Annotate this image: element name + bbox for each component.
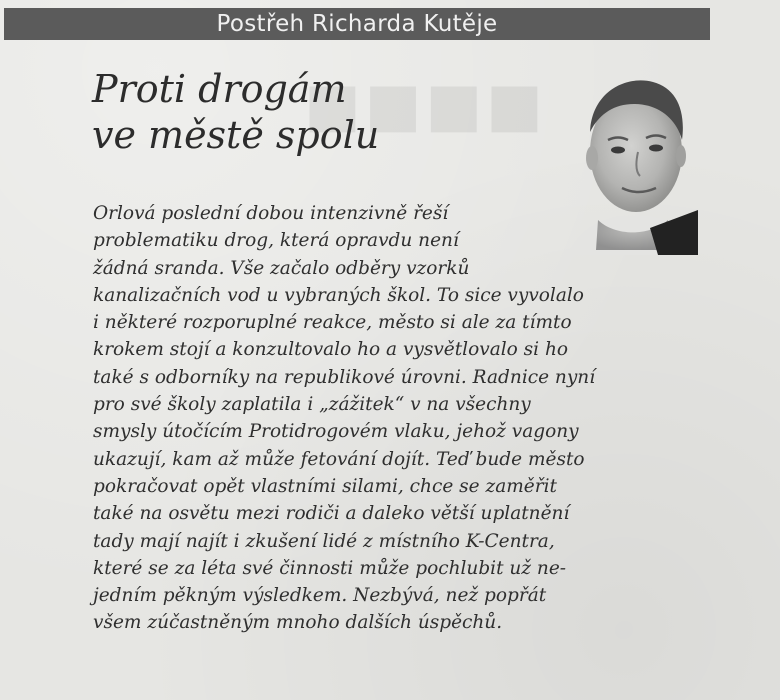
article-line: krokem stojí a konzultovalo ho a vysvětlovalo si ho [93, 339, 569, 361]
article-line: jedním pěkným výsledkem. Nezbývá, než popřát [93, 585, 547, 607]
article-body [93, 200, 713, 637]
headline-line: ve městě spolu [92, 113, 380, 157]
article-line: také s odborníky na republikové úrovni. Radnice nyní [93, 366, 596, 388]
article-line: Orlová poslední dobou intenzivně řeší [93, 203, 449, 224]
article-line: všem zúčastněným mnoho dalších úspěchů. [93, 612, 503, 634]
article-line: ukazují, kam až může fetování dojít. Teď bude město [93, 448, 585, 470]
headline-line: Proti drogám [92, 67, 347, 111]
article-line: i některé rozporuplné reakce, město si ale za tímto [93, 312, 572, 334]
article-line: žádná sranda. Vše začalo odběry vzorků [93, 257, 470, 279]
article-line: problematiku drog, která opravdu není [93, 230, 459, 252]
article-line: které se za léta své činnosti může pochlubit už ne- [93, 557, 567, 579]
article-line: kanalizačních vod u vybraných škol. To sice vyvolalo [93, 284, 584, 306]
article-headline [92, 66, 512, 158]
column-title: Postřeh Richarda Kutěje [216, 11, 498, 37]
bleed-through-texture: ■■■■ [300, 70, 543, 140]
article-line: tady mají najít i zkušení lidé z místního K-Centra, [93, 530, 555, 552]
article-line: pokračovat opět vlastními silami, chce se zaměřit [93, 475, 557, 497]
article-line: také na osvětu mezi rodiči a daleko větší uplatnění [93, 503, 570, 525]
column-header-bar [4, 8, 710, 40]
article-line: pro své školy zaplatila i „zážitek“ v na všechny [93, 394, 531, 416]
article-line: smysly útočícím Protidrogovém vlaku, jehož vagony [93, 421, 579, 443]
